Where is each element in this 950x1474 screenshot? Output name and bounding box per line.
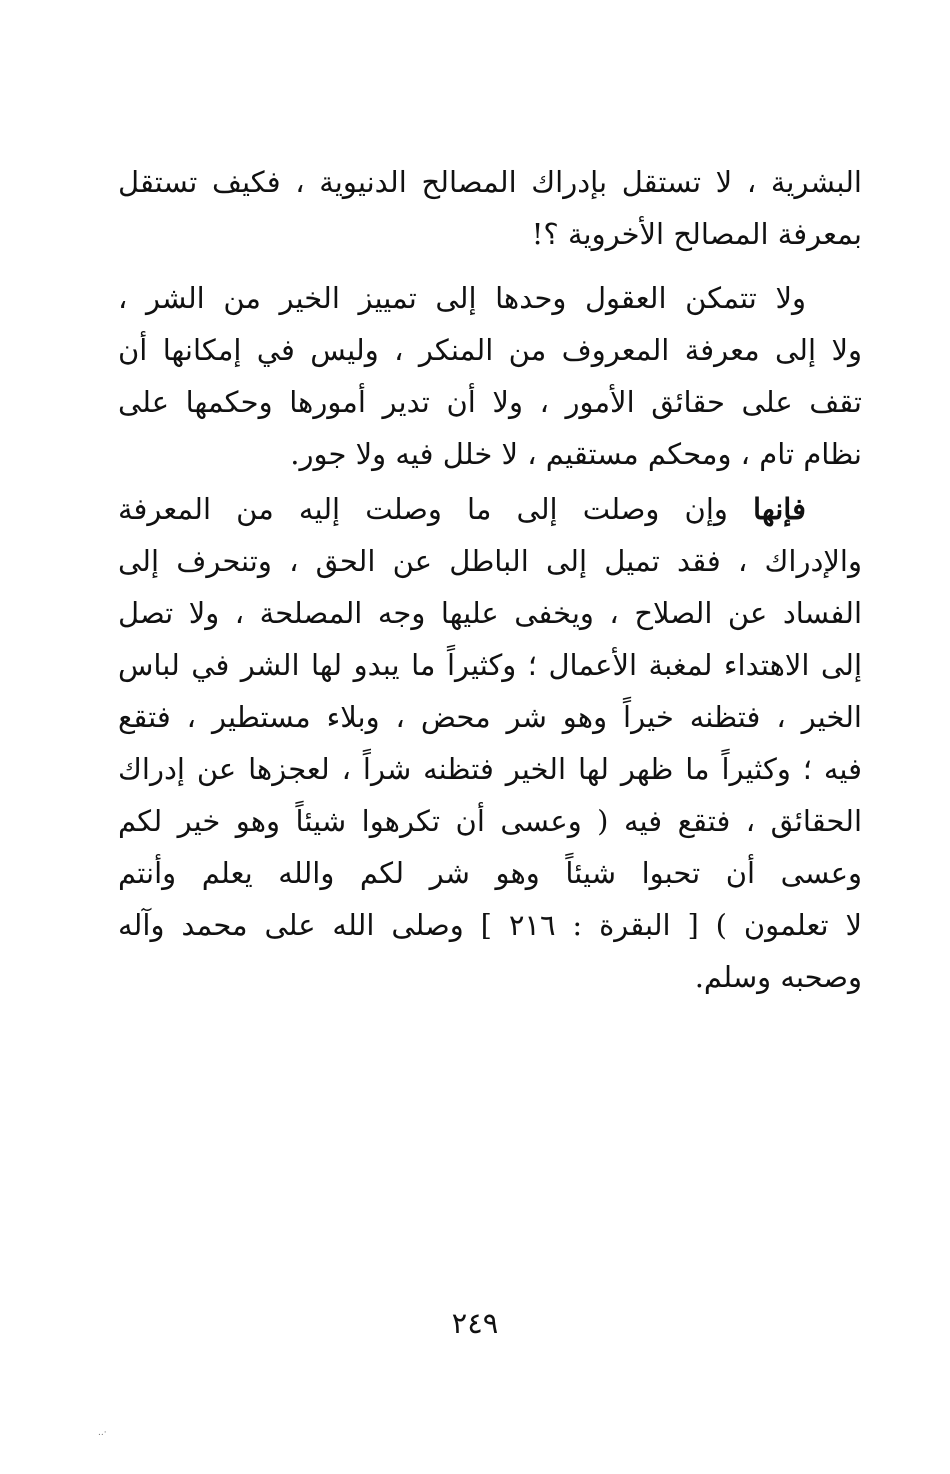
first-line-rest: وإن وصلت إلى ما وصلت إليه من المعرفة [118, 492, 728, 526]
text-line: نظام تام ، ومحكم مستقيم ، لا خلل فيه ولا جور. [290, 437, 862, 471]
text-line: ولا إلى معرفة المعروف من المنكر ، وليس في إمكانها أن [118, 333, 862, 367]
text-line: وعسى أن تحبوا شيئاً وهو شر لكم والله يعلم وأنتم [118, 856, 862, 890]
text-line: إلى الاهتداء لمغبة الأعمال ؛ وكثيراً ما يبدو لها الشر في لباس [118, 648, 862, 682]
text-line-first [118, 483, 862, 535]
text-line: وصحبه وسلم. [694, 960, 862, 994]
text-line: فيه ؛ وكثيراً ما ظهر لها الخير فتظنه شراً ، لعجزها عن إدراك [118, 752, 862, 786]
text-line: لا تعلمون ) [ البقرة : ٢١٦ ] وصلى الله على محمد وآله [118, 908, 862, 942]
text-line: الخير ، فتظنه خيراً وهو شر محض ، وبلاء مستطير ، فتقع [118, 700, 862, 734]
text-line: البشرية ، لا تستقل بإدراك المصالح الدنيوية ، فكيف تستقل [118, 165, 862, 199]
lead-word: فإنها [753, 492, 807, 526]
text-line: والإدراك ، فقد تميل إلى الباطل عن الحق ، وتنحرف إلى [118, 544, 862, 578]
page-number: ٢٤٩ [451, 1306, 499, 1340]
paragraph-2 [118, 272, 862, 480]
text-line: بمعرفة المصالح الأخروية ؟! [531, 217, 862, 251]
text-line: الفساد عن الصلاح ، ويخفى عليها وجه المصلحة ، ولا تصل [118, 596, 862, 630]
text-line: ولا تتمكن العقول وحدها إلى تمييز الخير من الشر ، [118, 281, 806, 315]
text-line: تقف على حقائق الأمور ، ولا أن تدير أمورها وحكمها على [118, 385, 862, 419]
text-line: الحقائق ، فتقع فيه ( وعسى أن تكرهوا شيئاً وهو خير لكم [118, 804, 862, 838]
paragraph-3 [118, 483, 862, 1003]
paragraph-1 [118, 156, 862, 260]
scan-speck: ·.. [98, 1428, 107, 1438]
